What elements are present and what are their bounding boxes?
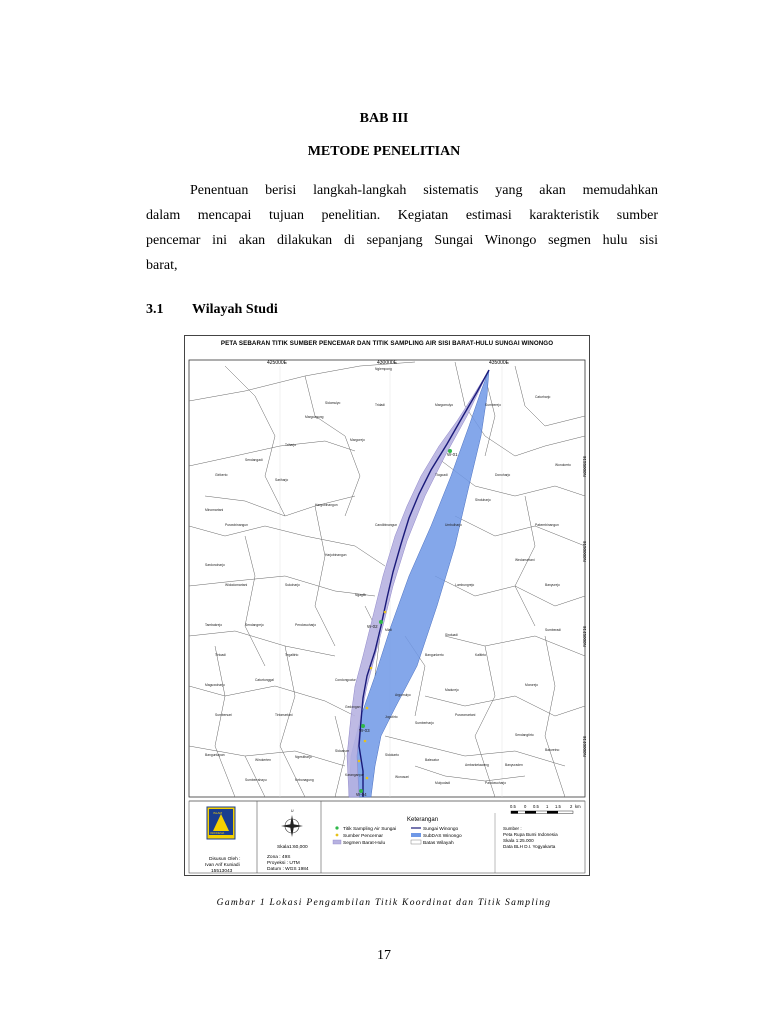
svg-text:1: 1 — [546, 804, 549, 809]
village-label: Triharjo — [285, 443, 297, 447]
village-label: Mulyodadi — [435, 781, 451, 785]
village-label: Argomulyo — [395, 693, 411, 697]
village-label: Sumberharjo — [415, 721, 434, 725]
legend-item: Segmen Barat-Hulu — [343, 841, 386, 846]
village-label: Mlati — [385, 628, 392, 632]
section-number: 3.1 — [146, 302, 164, 317]
village-label: Bangunkerto — [425, 653, 444, 657]
village-label: Sidokarto — [385, 753, 399, 757]
legend-item: Titik Sampling Air Sungai — [343, 827, 397, 832]
village-label: Balecatur — [425, 758, 439, 762]
village-label: Pandowoharjo — [485, 781, 507, 785]
svg-text:0.5: 0.5 — [510, 804, 516, 809]
village-label: Umbulharjo — [445, 523, 462, 527]
sample-point — [379, 620, 383, 624]
village-label: Sendangadi — [245, 458, 263, 462]
village-label: Purwobinangun — [225, 523, 248, 527]
north-arrow-icon — [281, 809, 303, 837]
svg-text:U: U — [291, 809, 294, 813]
village-label: Purwomartani — [455, 713, 476, 717]
figure-caption: Gambar 1 Lokasi Pengambilan Titik Koordinat dan Titik Sampling — [216, 898, 552, 908]
village-label: Condongcatur — [335, 678, 356, 682]
svg-text:0: 0 — [524, 804, 527, 809]
village-label: Wonokerto — [555, 463, 571, 467]
village-label: Sendangtirto — [515, 733, 534, 737]
projection-datum: Datum : WGS 1984 — [267, 867, 309, 872]
legend-sample-swatch — [335, 826, 338, 829]
university-logo — [207, 807, 235, 839]
source-label: Sumber : — [503, 826, 522, 831]
map-canvas — [185, 336, 589, 875]
village-label: Margorejo — [350, 438, 365, 442]
village-label: Sumberejo — [485, 403, 501, 407]
chapter-title: METODE PENELITIAN — [307, 144, 461, 159]
village-label: Banyurejo — [545, 583, 560, 587]
village-label: Hargobinangun — [315, 503, 338, 507]
village-label: Sinduharjo — [475, 498, 491, 502]
intro-line-4: barat, — [146, 258, 178, 273]
village-label: Harjobinangun — [325, 553, 347, 557]
sample-label: W-04 — [356, 792, 367, 797]
village-label: Pakembinangun — [535, 523, 559, 527]
village-label: Lumbungrejo — [455, 583, 475, 587]
village-label: Gedongan — [345, 705, 361, 709]
intro-line-2: dalam mencapai tujuan penelitian. Kegiatan estimasi karakteristik sumber — [146, 208, 658, 223]
svg-text:km: km — [575, 804, 581, 809]
legend-segment-swatch — [333, 840, 341, 844]
scale-bar — [510, 804, 581, 814]
village-label: Caturharjo — [535, 395, 551, 399]
study-area-map — [184, 335, 590, 876]
logo-text: INDONESIA — [210, 832, 225, 835]
village-label: Sumberrahayu — [245, 778, 267, 782]
village-label: Sardonoharjo — [205, 563, 225, 567]
source-item: Skala 1:25.000 — [503, 838, 534, 843]
legend-source-swatch — [336, 834, 339, 837]
village-label: Ngaglik — [355, 593, 366, 597]
svg-text:1.5: 1.5 — [555, 804, 561, 809]
author-id: 15513043 — [211, 869, 233, 874]
village-label: Sumbersari — [215, 713, 232, 717]
village-label: Tambakrejo — [205, 623, 223, 627]
legend-basin-swatch — [411, 833, 421, 837]
village-label: Tegaltirto — [285, 653, 299, 657]
village-label: Nglempong — [375, 367, 392, 371]
village-label: Maguwoharjo — [205, 683, 225, 687]
legend-item: SubDAS Winongo — [423, 834, 462, 839]
village-label: Kebonagung — [295, 778, 314, 782]
legend-item: Batas Wilayah — [423, 841, 454, 846]
svg-text:2: 2 — [570, 804, 573, 809]
page-number: 17 — [377, 948, 391, 963]
grid-label-right: 9150000N — [582, 541, 587, 562]
projection-system: Proyeksi : UTM — [267, 861, 300, 866]
village-label: Wedomartani — [515, 558, 535, 562]
village-label: Caturtunggal — [255, 678, 274, 682]
village-label: Widodomartani — [225, 583, 248, 587]
grid-label-top: 435000E — [489, 360, 510, 366]
village-label: Baturetno — [545, 748, 560, 752]
author-name: Ivan Arif Kuniadi — [205, 863, 240, 868]
village-label: Tlogoadi — [435, 473, 448, 477]
village-label: Kalitirto — [475, 653, 486, 657]
village-label: Candibinangun — [375, 523, 398, 527]
sample-label: W-01 — [447, 452, 458, 457]
village-label: Sariharjo — [275, 478, 289, 482]
grid-label-top: 425000E — [267, 360, 288, 366]
logo-text: ISLAM — [213, 811, 223, 815]
village-label: Margomulyo — [435, 403, 454, 407]
grid-label-right: 9145000N — [582, 626, 587, 647]
village-label: Pendowoharjo — [295, 623, 317, 627]
village-label: Sidomulyo — [325, 401, 341, 405]
map-title: PETA SEBARAN TITIK SUMBER PENCEMAR DAN TITIK SAMPLING AIR SISI BARAT-HULU SUNGAI WINONGO — [220, 340, 554, 347]
projection-zone: Zona : 49S — [267, 855, 291, 860]
village-label: Donoharjo — [495, 473, 511, 477]
village-label: Wonosari — [395, 775, 409, 779]
grid-label-right: 9155000N — [582, 456, 587, 477]
village-label: Margoagung — [305, 415, 324, 419]
village-label: Sumberadi — [545, 628, 561, 632]
village-label: Ambarketawang — [465, 763, 489, 767]
sample-label: W-03 — [359, 728, 370, 733]
village-label: Wirokerten — [255, 758, 271, 762]
grid-label-top: 430000E — [377, 360, 398, 366]
intro-line-1: Penentuan berisi langkah-langkah sistematis yang akan memudahkan — [190, 183, 658, 198]
village-label: Sukoharjo — [285, 583, 300, 587]
source-item: Peta Rupa Bumi Indonesia — [503, 832, 558, 837]
author-label: Disusun Oleh : — [209, 857, 241, 862]
chapter-number: BAB III — [359, 111, 409, 126]
village-label: Jogotirto — [385, 715, 398, 719]
village-label: Banyuraden — [505, 763, 523, 767]
village-label: Madurejo — [445, 688, 459, 692]
legend-heading: Keterangan — [407, 817, 439, 823]
legend-item: Sumber Pencemar — [343, 834, 383, 839]
village-label: Girikerto — [215, 473, 228, 477]
village-label: Sendangrejo — [245, 623, 264, 627]
village-label: Tirtomartani — [275, 713, 293, 717]
village-label: Ngestiharjo — [295, 755, 312, 759]
intro-line-3: pencemar ini akan dilakukan di sepanjang Sungai Winongo segmen hulu sisi — [146, 233, 658, 248]
village-label: Tridadi — [375, 403, 385, 407]
village-label: Tirtoadi — [215, 653, 226, 657]
village-label: Sinduadi — [445, 633, 458, 637]
source-item: Data BLH D.I. Yogyakarta — [503, 844, 556, 849]
village-label: Sidoarum — [335, 749, 350, 753]
village-label: Banguntapan — [205, 753, 225, 757]
sample-label: W-02 — [367, 624, 378, 629]
village-label: Minomartani — [205, 508, 224, 512]
svg-text:0.5: 0.5 — [533, 804, 539, 809]
village-label: Karanganyar — [345, 773, 364, 777]
village-label: Mororejo — [525, 683, 539, 687]
scale-text: Skala1:60,000 — [277, 845, 308, 850]
grid-label-right: 9140000N — [582, 736, 587, 757]
section-title: Wilayah Studi — [192, 302, 278, 317]
legend-item: Sungai Winongo — [423, 827, 459, 832]
legend-boundary-swatch — [411, 840, 421, 844]
